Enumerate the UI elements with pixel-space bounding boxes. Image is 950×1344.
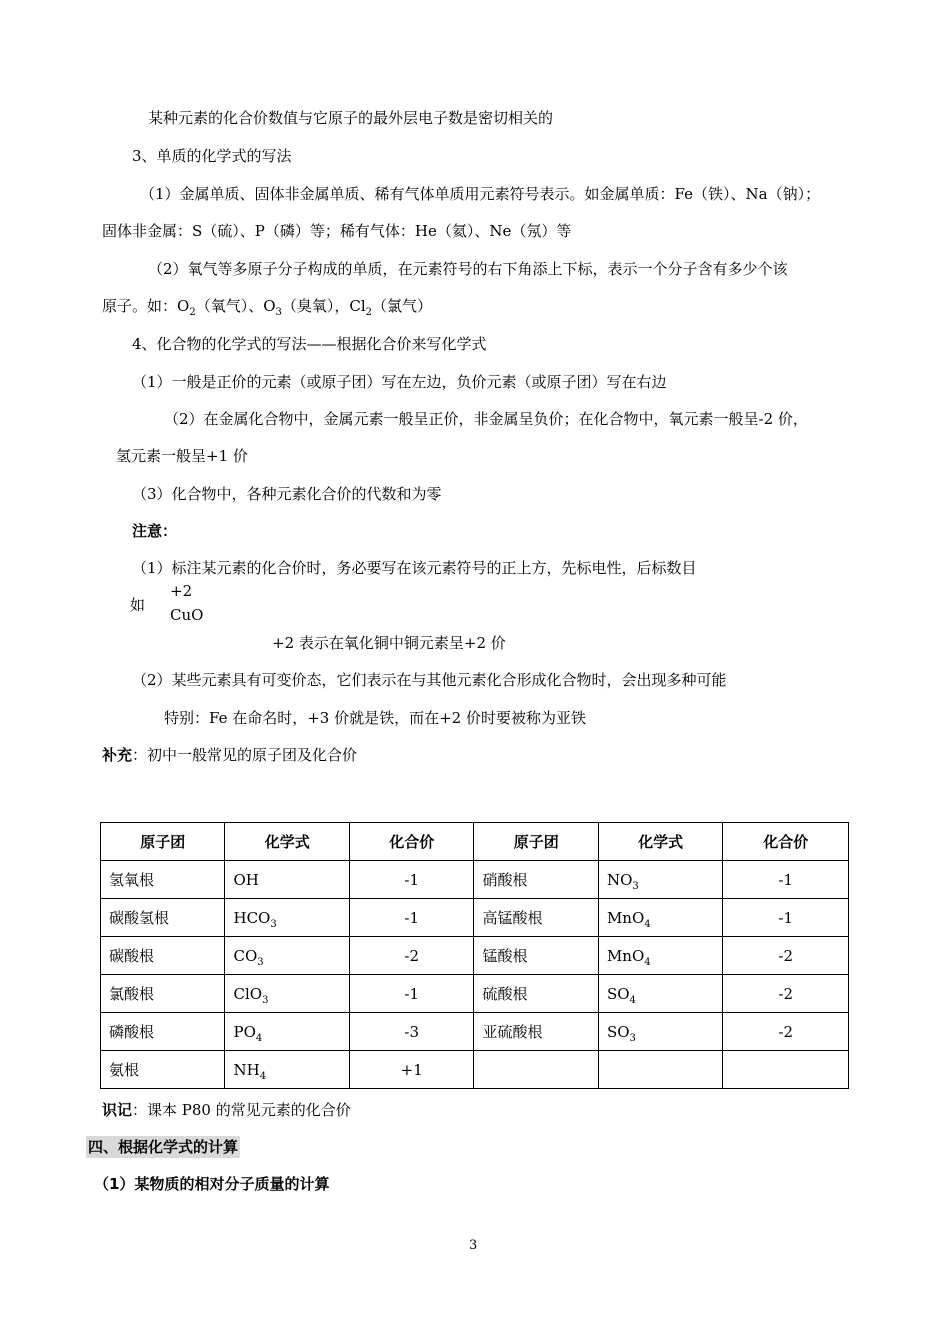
example-formula: CuO <box>170 606 204 624</box>
text-line: 氢元素一般呈+1 价 <box>116 447 248 465</box>
text-line: 特别：Fe 在命名时，+3 价就是铁，而在+2 价时要被称为亚铁 <box>164 709 586 727</box>
table-row <box>101 899 849 937</box>
valence-cell: -3 <box>349 1013 473 1051</box>
radical-name-cell: 碳酸根 <box>101 937 225 975</box>
note-label: 注意： <box>132 522 178 540</box>
valence-cell: -1 <box>723 861 849 899</box>
text-line: （1）一般是正价的元素（或原子团）写在左边，负价元素（或原子团）写在右边 <box>132 373 667 391</box>
formula-cell: MnO$_4$ <box>598 899 722 937</box>
radical-name-cell: 磷酸根 <box>101 1013 225 1051</box>
page-number: 3 <box>469 1238 478 1253</box>
radical-name-cell: 亚硫酸根 <box>474 1013 598 1051</box>
table-row <box>101 1013 849 1051</box>
text-line: （2）氧气等多原子分子构成的单质，在元素符号的右下角添上下标，表示一个分子含有多少个该 <box>148 260 788 278</box>
valence-mark: +2 <box>170 582 193 600</box>
table-header-row <box>101 823 849 861</box>
radical-name-cell: 硝酸根 <box>474 861 598 899</box>
formula-cell: OH <box>225 861 349 899</box>
subsection-heading: （1）某物质的相对分子质量的计算 <box>94 1175 330 1193</box>
radical-name-cell: 高锰酸根 <box>474 899 598 937</box>
column-header: 化合价 <box>349 823 473 861</box>
formula-cell: $NH_4$ <box>225 1051 349 1089</box>
formula-cell: $SO_4$ <box>598 975 722 1013</box>
memorize-line: 识记：课本 P80 的常见元素的化合价 <box>102 1101 351 1119</box>
formula-cell: $HCO_3$ <box>225 899 349 937</box>
column-header: 化学式 <box>598 823 722 861</box>
valence-cell: -1 <box>349 861 473 899</box>
valence-cell <box>723 1051 849 1089</box>
formula-cell: ClO$_3$ <box>225 975 349 1013</box>
radical-name-cell <box>474 1051 598 1089</box>
formula-cell: $NO_3$ <box>598 861 722 899</box>
radical-name-cell: 氨根 <box>101 1051 225 1089</box>
column-header: 化学式 <box>225 823 349 861</box>
formula-cell <box>598 1051 722 1089</box>
formula-cell: $CO_3$ <box>225 937 349 975</box>
text-line: （2）在金属化合物中，金属元素一般呈正价，非金属呈负价；在化合物中，氧元素一般呈-2 价， <box>164 410 808 428</box>
text-line: （1）标注某元素的化合价时，务必要写在该元素符号的正上方，先标电性，后标数目 <box>132 559 697 577</box>
table-row <box>101 937 849 975</box>
radical-name-cell: 氯酸根 <box>101 975 225 1013</box>
valence-cell: -2 <box>723 975 849 1013</box>
radical-name-cell: 硫酸根 <box>474 975 598 1013</box>
radical-name-cell: 锰酸根 <box>474 937 598 975</box>
valence-cell: -2 <box>723 937 849 975</box>
valence-cell: +1 <box>349 1051 473 1089</box>
valence-cell: -1 <box>349 975 473 1013</box>
formula-cell: MnO$_4$ <box>598 937 722 975</box>
text-line: +2 表示在氧化铜中铜元素呈+2 价 <box>272 634 506 652</box>
valence-cell: -2 <box>349 937 473 975</box>
table-row <box>101 861 849 899</box>
column-header: 化合价 <box>723 823 849 861</box>
text-line: 某种元素的化合价数值与它原子的最外层电子数是密切相关的 <box>148 109 554 127</box>
radical-name-cell: 碳酸氢根 <box>101 899 225 937</box>
formula-cell: $SO_3$ <box>598 1013 722 1051</box>
section-heading-3: 3、单质的化学式的写法 <box>132 147 292 165</box>
table-row <box>101 1051 849 1089</box>
column-header: 原子团 <box>101 823 225 861</box>
text-line: （2）某些元素具有可变价态，它们表示在与其他元素化合形成化合物时，会出现多种可能 <box>132 671 727 689</box>
valence-cell: -1 <box>349 899 473 937</box>
valence-cell: -2 <box>723 1013 849 1051</box>
text-line: （3）化合物中，各种元素化合价的代数和为零 <box>132 485 442 503</box>
radical-valence-table <box>100 822 849 1089</box>
text-line: （1）金属单质、固体非金属单质、稀有气体单质用元素符号表示。如金属单质：Fe（铁）、Na（钠）； <box>140 185 821 203</box>
section-heading: 四、根据化学式的计算 <box>88 1138 239 1156</box>
formula-cell: $PO_4$ <box>225 1013 349 1051</box>
text-line-with-subscripts: 原子。如：$O_2$（氧气）、$O_3$（臭氧），$Cl_2$（氯气） <box>102 297 433 318</box>
column-header: 原子团 <box>474 823 598 861</box>
section-heading-4: 4、化合物的化学式的写法——根据化合价来写化学式 <box>132 335 487 353</box>
valence-cell: -1 <box>723 899 849 937</box>
text-line: 固体非金属：S（硫）、P（磷）等；稀有气体：He（氦）、Ne（氖）等 <box>102 222 572 240</box>
supplement-line: 补充：初中一般常见的原子团及化合价 <box>102 746 358 764</box>
example-label: 如 <box>130 596 146 614</box>
radical-name-cell: 氢氧根 <box>101 861 225 899</box>
table-row <box>101 975 849 1013</box>
